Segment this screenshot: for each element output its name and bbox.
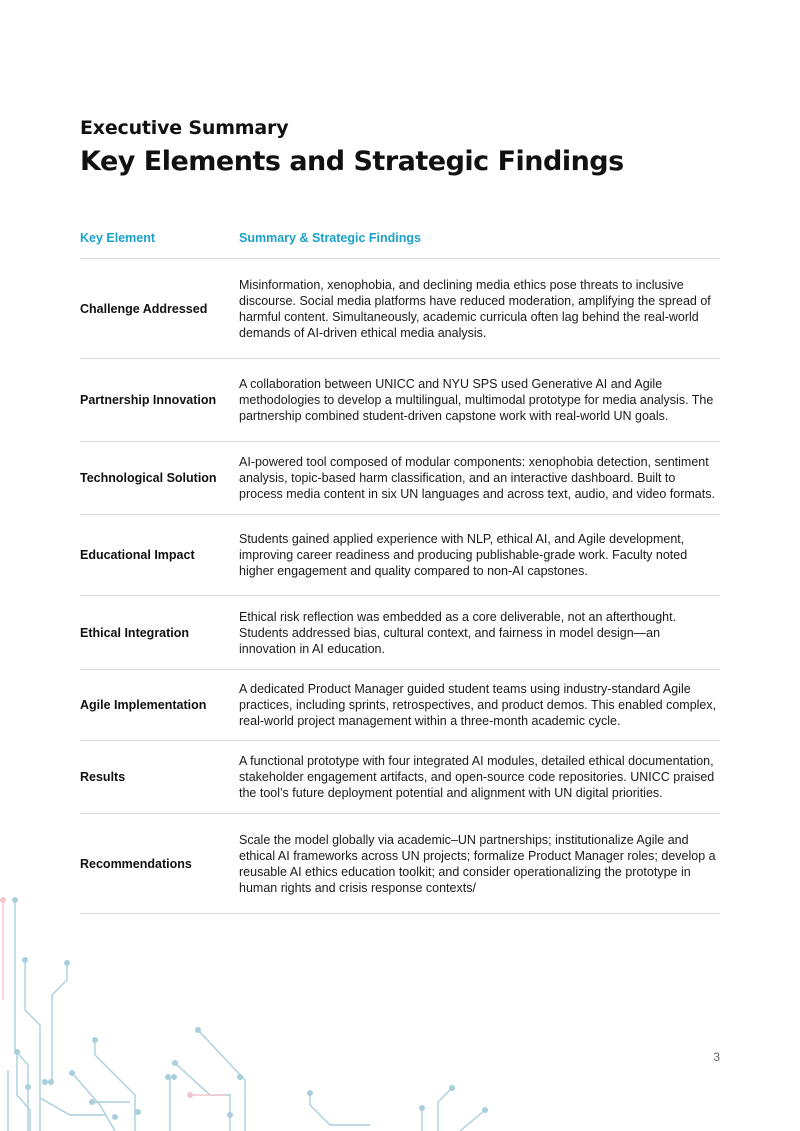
row-summary: Misinformation, xenophobia, and declining media ethics pose threats to inclusive discourse. Social media platforms have reduced moderation, amplifying the spread of harmful content. Simultaneously, academic curricula often lag behind the real-world demands of AI-driven ethical media analysis. [239, 277, 711, 340]
row-key-element: Technological Solution [80, 471, 217, 485]
table-row [80, 442, 720, 515]
row-summary: Ethical risk reflection was embedded as a core deliverable, not an afterthought. Students addressed bias, cultural context, and fairness in model design—an innovation in AI education. [239, 609, 677, 656]
row-key-element: Partnership Innovation [80, 393, 217, 407]
row-key-element: Agile Implementation [80, 698, 207, 712]
row-summary: Students gained applied experience with NLP, ethical AI, and Agile development, improving career readiness and producing publishable-grade work. Faculty noted higher engagement and quality compared to non-AI capstones. [239, 532, 688, 578]
row-key-element: Results [80, 770, 126, 784]
column-header-key-element: Key Element [80, 231, 156, 245]
table-row [80, 741, 720, 814]
page-number: 3 [713, 1050, 720, 1064]
table-row [80, 515, 720, 596]
circuit-decoration-graphic [0, 880, 520, 1131]
row-summary: A functional prototype with four integrated AI modules, detailed ethical documentation, stakeholder engagement artifacts, and open-source code repositories. UNICC praised the tool’s future deployment potential and alignment with UN digital priorities. [239, 754, 715, 800]
row-key-element: Ethical Integration [80, 625, 190, 640]
table-header [80, 223, 720, 259]
table-row [80, 670, 720, 741]
row-summary: Scale the model globally via academic–UN partnerships; institutionalize Agile and ethical AI frameworks across UN projects; formalize Product Manager roles; develop a reusable AI ethics education toolkit; and consider operationalizing the prototype in human rights and crisis response contexts/ [239, 832, 716, 895]
table-row [80, 259, 720, 359]
row-key-element: Recommendations [80, 856, 192, 871]
column-header-summary: Summary & Strategic Findings [239, 231, 421, 245]
row-summary: AI-powered tool composed of modular components: xenophobia detection, sentiment analysis, topic-based harm classification, and an interactive dashboard. Built to process media content in six UN languages and across text, audio, and video formats. [239, 455, 715, 501]
row-key-element: Educational Impact [80, 548, 195, 562]
row-key-element: Challenge Addressed [80, 301, 208, 316]
table-row [80, 359, 720, 442]
findings-table [80, 223, 720, 914]
page-title: Key Elements and Strategic Findings [80, 146, 624, 177]
row-summary: A dedicated Product Manager guided student teams using industry-standard Agile practices, including sprints, retrospectives, and product demos. This enabled complex, real-world project management within a three-month academic cycle. [239, 682, 717, 728]
section-eyebrow: Executive Summary [80, 117, 289, 139]
table-row [80, 596, 720, 670]
row-summary: A collaboration between UNICC and NYU SPS used Generative AI and Agile methodologies to develop a multilingual, multimodal prototype for media analysis. The partnership combined student-driven capstone work with real-world UN goals. [239, 377, 714, 423]
